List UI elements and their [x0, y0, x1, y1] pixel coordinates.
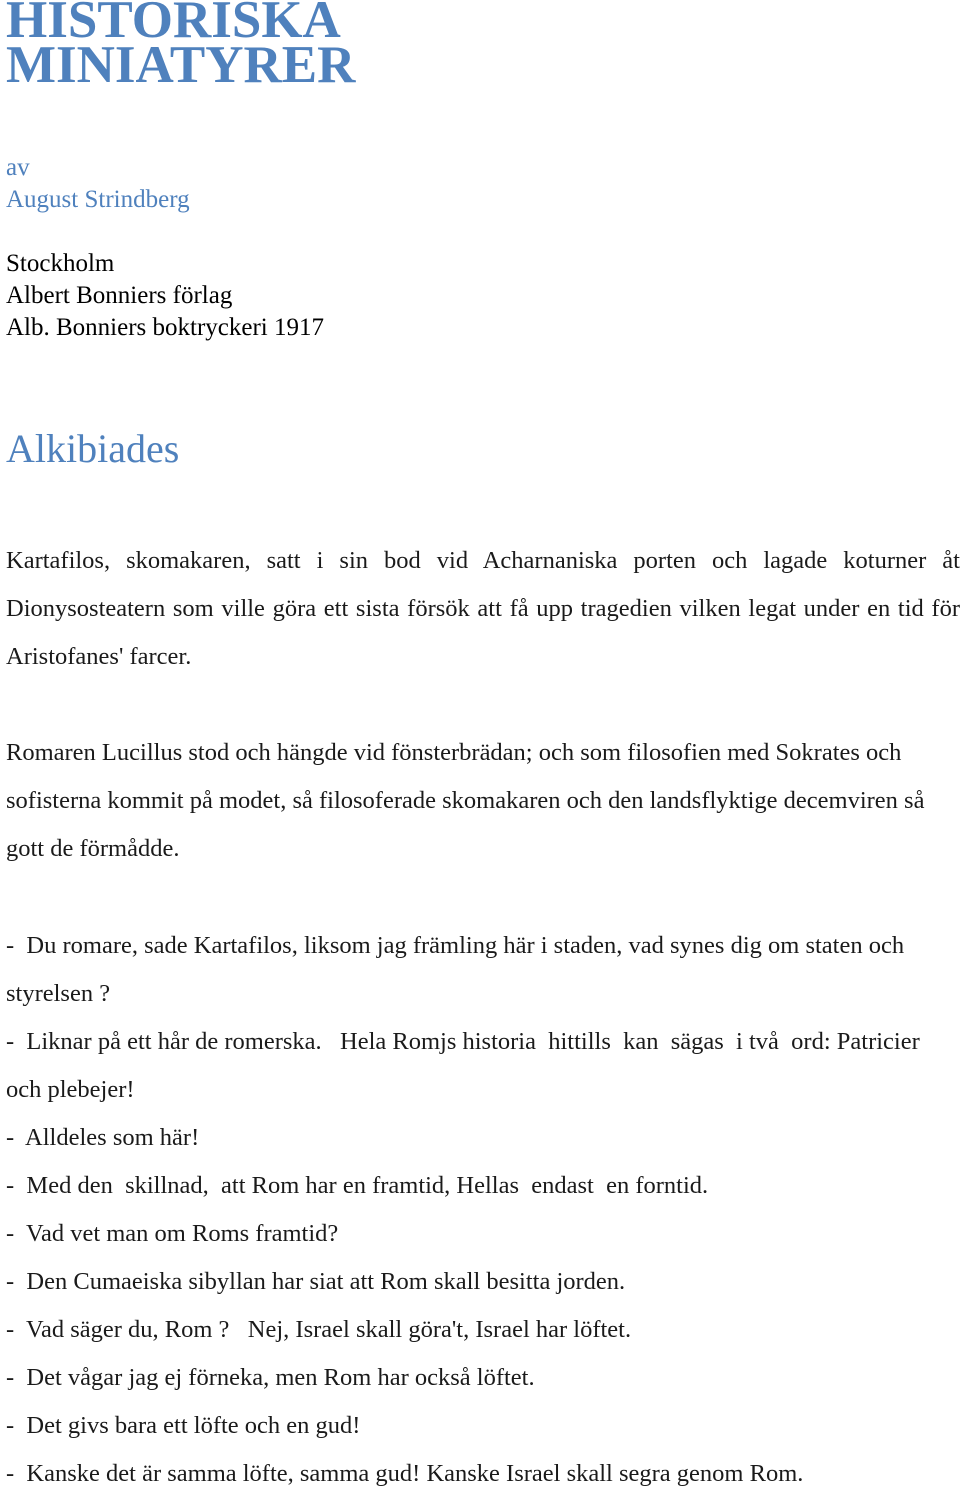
byline [6, 152, 190, 216]
dialogue-line: - Liknar på ett hår de romerska. Hela Romjs historia hittills kan sägas i två ord: Patricier och plebejer! [6, 1028, 926, 1103]
dialogue-line: - Det vågar jag ej förneka, men Rom har också löftet. [6, 1364, 535, 1391]
author-name: August Strindberg [6, 186, 190, 213]
dialogue-line: - Kanske det är samma löfte, samma gud! Kanske Israel skall segra genom Rom. [6, 1460, 804, 1487]
book-title-line-1: HISTORISKA [6, 0, 341, 49]
paragraph-1: Kartafilos, skomakaren, satt i sin bod vid Acharnaniska porten och lagade koturner åt Dionysosteatern som ville göra ett sista försök att få upp tragedien vilken legat under en tid för Aristofanes' farcer. [6, 547, 960, 670]
dialogue-line: - Du romare, sade Kartafilos, liksom jag främling här i staden, vad synes dig om staten och styrelsen ? [6, 932, 911, 1007]
book-title [6, 0, 356, 94]
dialogue-list [6, 922, 960, 1498]
publication-info [6, 248, 324, 344]
publisher-name: Albert Bonniers förlag [6, 282, 233, 309]
book-title-line-2: MINIATYRER [6, 36, 356, 94]
dialogue-line: - Den Cumaeiska sibyllan har siat att Rom skall besitta jorden. [6, 1268, 626, 1295]
dialogue-line: - Vad säger du, Rom ? Nej, Israel skall göra't, Israel har löftet. [6, 1316, 632, 1343]
publication-place: Stockholm [6, 250, 115, 277]
dialogue-line: - Med den skillnad, att Rom har en framtid, Hellas endast en forntid. [6, 1172, 709, 1199]
paragraph-2: Romaren Lucillus stod och hängde vid fönsterbrädan; och som filosofien med Sokrates och sofisterna kommit på modet, så filosoferade skomakaren och den landsflyktige decemviren så gott de förmådde. [6, 739, 925, 862]
dialogue-line: - Det givs bara ett löfte och en gud! [6, 1412, 361, 1439]
printer-line: Alb. Bonniers boktryckeri 1917 [6, 314, 325, 341]
byline-av: av [6, 154, 30, 181]
dialogue-line: - Alldeles som här! [6, 1124, 200, 1151]
dialogue-line: - Vad vet man om Roms framtid? [6, 1220, 339, 1247]
chapter-title: Alkibiades [6, 426, 180, 471]
